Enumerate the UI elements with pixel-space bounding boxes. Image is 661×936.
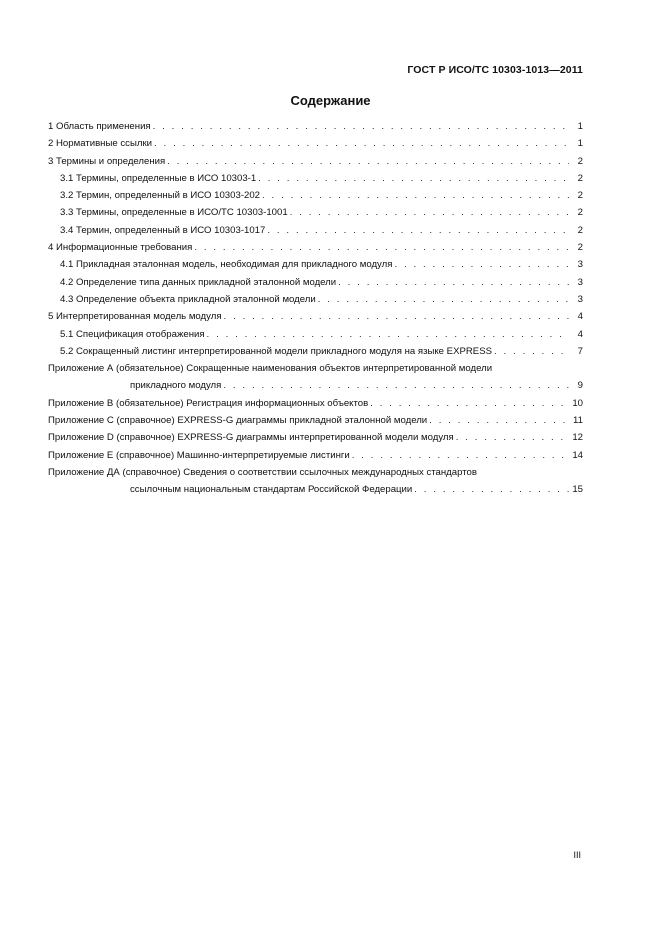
toc-entry[interactable] (48, 346, 583, 363)
document-code: ГОСТ Р ИСО/ТС 10303-1013—2011 (407, 64, 583, 76)
toc-entry-label: Приложение В (обязательное) Регистрация информационных объектов (48, 397, 369, 409)
toc-entry-page: 2 (577, 172, 583, 184)
leader-dots (290, 207, 569, 218)
toc-entry-label: Приложение С (справочное) EXPRESS-G диаграммы прикладной эталонной модели (48, 415, 428, 427)
toc-entry-label: Приложение А (обязательное) Сокращенные наименования объектов интерпретированной модели (48, 363, 493, 375)
toc-entry-page: 1 (577, 121, 583, 132)
toc-entry-page: 1 (577, 138, 583, 150)
leader-dots (456, 432, 569, 443)
leader-dots (429, 415, 569, 426)
leader-dots (258, 173, 569, 184)
leader-dots (207, 329, 569, 340)
toc-entry-page: 4 (577, 328, 583, 340)
leader-dots (194, 242, 569, 253)
toc-entry-label-continuation: ссылочным национальным стандартам Российской Федерации (130, 484, 413, 496)
toc-entry-page: 14 (572, 449, 583, 461)
toc-entry[interactable] (48, 225, 583, 242)
toc-entry[interactable] (48, 121, 583, 138)
toc-entry-label: 5 Интерпретированная модель модуля (48, 311, 222, 323)
toc-entry-page: 2 (577, 242, 583, 254)
toc-entry-label: 3.1 Термины, определенные в ИСО 10303-1 (60, 172, 257, 184)
leader-dots (262, 190, 569, 201)
toc-entry[interactable] (48, 450, 583, 467)
toc-entry-label: 4.1 Прикладная эталонная модель, необходимая для прикладного модуля (60, 259, 393, 271)
toc-entry-label: 4 Информационные требования (48, 242, 193, 254)
toc-entry[interactable] (48, 311, 583, 328)
toc-entry-page: 3 (577, 276, 583, 288)
toc-entry-page: 3 (577, 293, 583, 305)
toc-entry[interactable] (48, 398, 583, 415)
toc-entry-label: Приложение Е (справочное) Машинно-интерпретируемые листинги (48, 449, 350, 461)
leader-dots (154, 138, 569, 149)
toc-entry[interactable] (48, 277, 583, 294)
toc-entry-label: 3.2 Термин, определенный в ИСО 10303-202 (60, 190, 261, 202)
leader-dots (494, 346, 569, 357)
leader-dots (394, 259, 569, 270)
toc-entry-page: 3 (577, 259, 583, 271)
toc-entry[interactable] (48, 190, 583, 207)
table-of-contents (48, 121, 583, 502)
leader-dots (224, 311, 569, 322)
toc-entry-page: 10 (572, 397, 583, 409)
toc-entry-label: 3.4 Термин, определенный в ИСО 10303-1017 (60, 224, 266, 236)
toc-entry-page: 12 (572, 432, 583, 444)
toc-entry-label: 3 Термины и определения (48, 155, 166, 167)
toc-entry-label: Приложение D (справочное) EXPRESS-G диаграммы интерпретированной модели модуля (48, 432, 454, 444)
toc-entry-page: 15 (572, 484, 583, 496)
leader-dots (153, 121, 569, 132)
toc-entry[interactable] (48, 173, 583, 190)
toc-entry[interactable] (48, 294, 583, 311)
toc-entry[interactable] (48, 259, 583, 276)
toc-entry-label: 1 Область применения (48, 121, 151, 132)
toc-entry[interactable] (48, 207, 583, 224)
toc-entry-page: 2 (577, 207, 583, 219)
toc-entry[interactable] (48, 156, 583, 173)
toc-entry[interactable] (48, 138, 583, 155)
leader-dots (318, 294, 569, 305)
toc-entry-annex-a[interactable] (48, 363, 583, 398)
toc-entry-annex-da[interactable] (48, 467, 583, 502)
toc-entry[interactable] (48, 329, 583, 346)
leader-dots (414, 484, 569, 495)
page-title: Содержание (290, 93, 371, 108)
toc-entry-page: 7 (577, 345, 583, 357)
leader-dots (223, 380, 569, 391)
toc-entry-page: 2 (577, 155, 583, 167)
page-number: III (573, 850, 581, 860)
toc-entry-label: 4.3 Определение объекта прикладной эталонной модели (60, 293, 316, 305)
toc-entry-page: 9 (577, 380, 583, 392)
toc-entry-label: 2 Нормативные ссылки (48, 138, 153, 150)
toc-entry-label: 5.2 Сокращенный листинг интерпретированной модели прикладного модуля на языке EXPRESS (60, 345, 492, 357)
toc-entry-label: Приложение ДА (справочное) Сведения о соответствии ссылочных международных стандартов (48, 466, 477, 478)
leader-dots (338, 277, 569, 288)
leader-dots (167, 156, 569, 167)
toc-entry-page: 4 (577, 311, 583, 323)
toc-entry[interactable] (48, 242, 583, 259)
toc-entry[interactable] (48, 415, 583, 432)
toc-entry-page: 2 (577, 224, 583, 236)
toc-entry[interactable] (48, 432, 583, 449)
toc-entry-page: 2 (577, 190, 583, 202)
leader-dots (352, 450, 569, 461)
toc-entry-label: 3.3 Термины, определенные в ИСО/ТС 10303-1001 (60, 207, 288, 219)
toc-entry-label-continuation: прикладного модуля (130, 380, 222, 392)
toc-entry-label: 4.2 Определение типа данных прикладной эталонной модели (60, 276, 337, 288)
leader-dots (267, 225, 569, 236)
leader-dots (370, 398, 569, 409)
toc-entry-label: 5.1 Спецификация отображения (60, 328, 205, 340)
toc-entry-page: 11 (573, 415, 583, 427)
